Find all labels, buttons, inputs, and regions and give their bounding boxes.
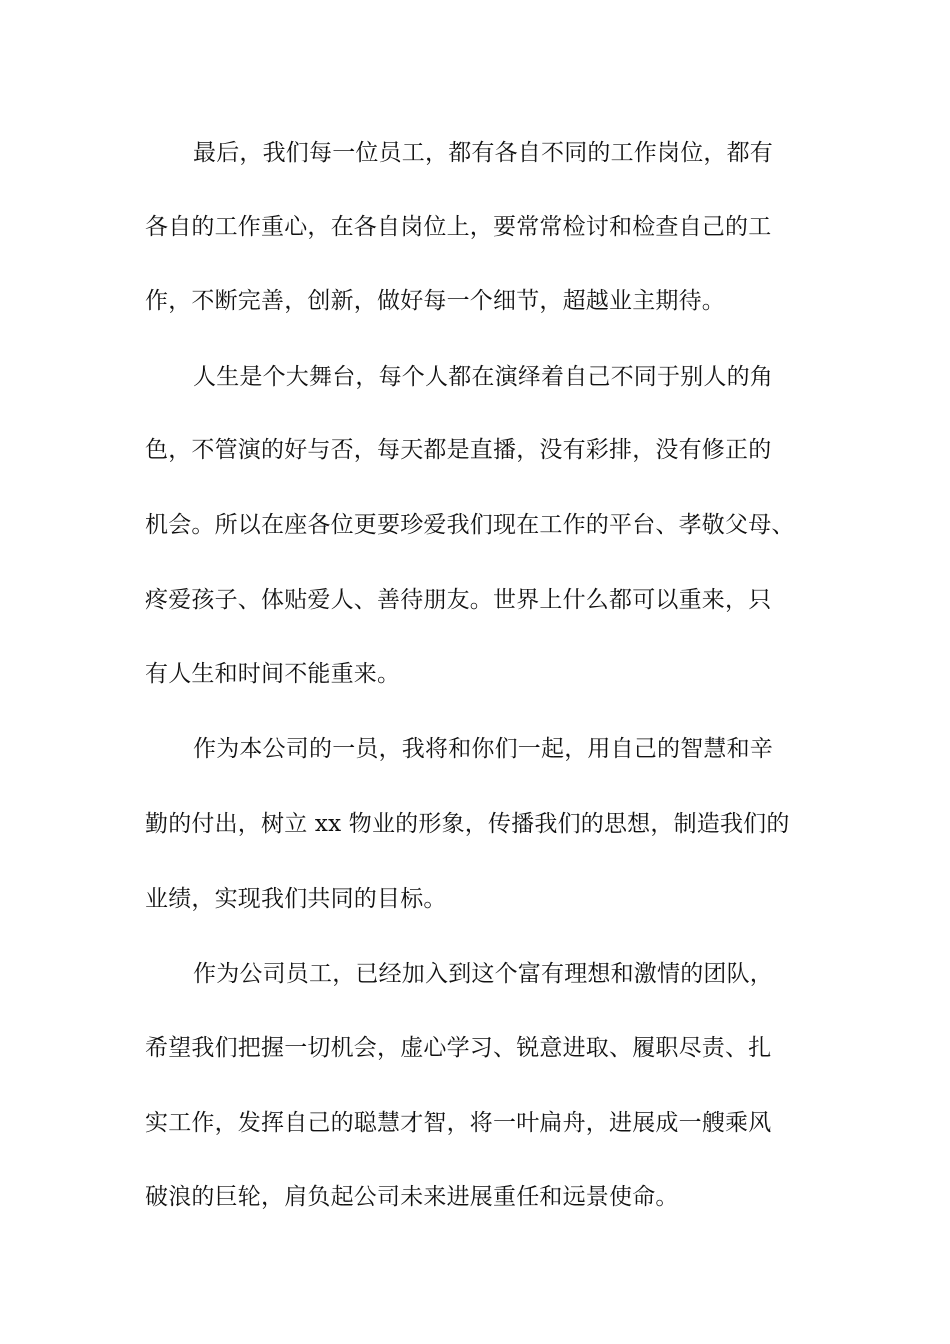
paragraph-3-line-2: 勤的付出，树立 xx 物业的形象，传播我们的思想，制造我们的 [145,811,790,837]
paragraph-2-line-3: 机会。所以在座各位更要珍爱我们现在工作的平台、孝敬父母、 [145,512,795,538]
paragraph-4-line-2: 希望我们把握一切机会，虚心学习、锐意进取、履职尽责、扎 [145,1035,772,1061]
paragraph-2-line-5: 有人生和时间不能重来。 [145,661,401,687]
paragraph-2-line-1: 人生是个大舞台，每个人都在演绎着自己不同于别人的角 [193,364,773,390]
paragraph-4-line-1: 作为公司员工，已经加入到这个富有理想和激情的团队， [193,961,773,987]
paragraph-1-line-1: 最后，我们每一位员工，都有各自不同的工作岗位，都有 [193,140,773,166]
paragraph-3-line-1: 作为本公司的一员，我将和你们一起，用自己的智慧和辛 [193,736,773,762]
paragraph-4-line-3: 实工作，发挥自己的聪慧才智，将一叶扁舟，进展成一艘乘风 [145,1110,772,1136]
paragraph-3-line-3: 业绩，实现我们共同的目标。 [145,886,447,912]
paragraph-1-line-3: 作，不断完善，创新，做好每一个细节，超越业主期待。 [145,288,725,314]
paragraph-2-line-2: 色，不管演的好与否，每天都是直播，没有彩排，没有修正的 [145,437,772,463]
paragraph-2-line-4: 疼爱孩子、体贴爱人、善待朋友。世界上什么都可以重来，只 [145,587,772,613]
paragraph-4-line-4: 破浪的巨轮，肩负起公司未来进展重任和远景使命。 [145,1184,679,1210]
paragraph-1-line-2: 各自的工作重心，在各自岗位上，要常常检讨和检查自己的工 [145,214,772,240]
